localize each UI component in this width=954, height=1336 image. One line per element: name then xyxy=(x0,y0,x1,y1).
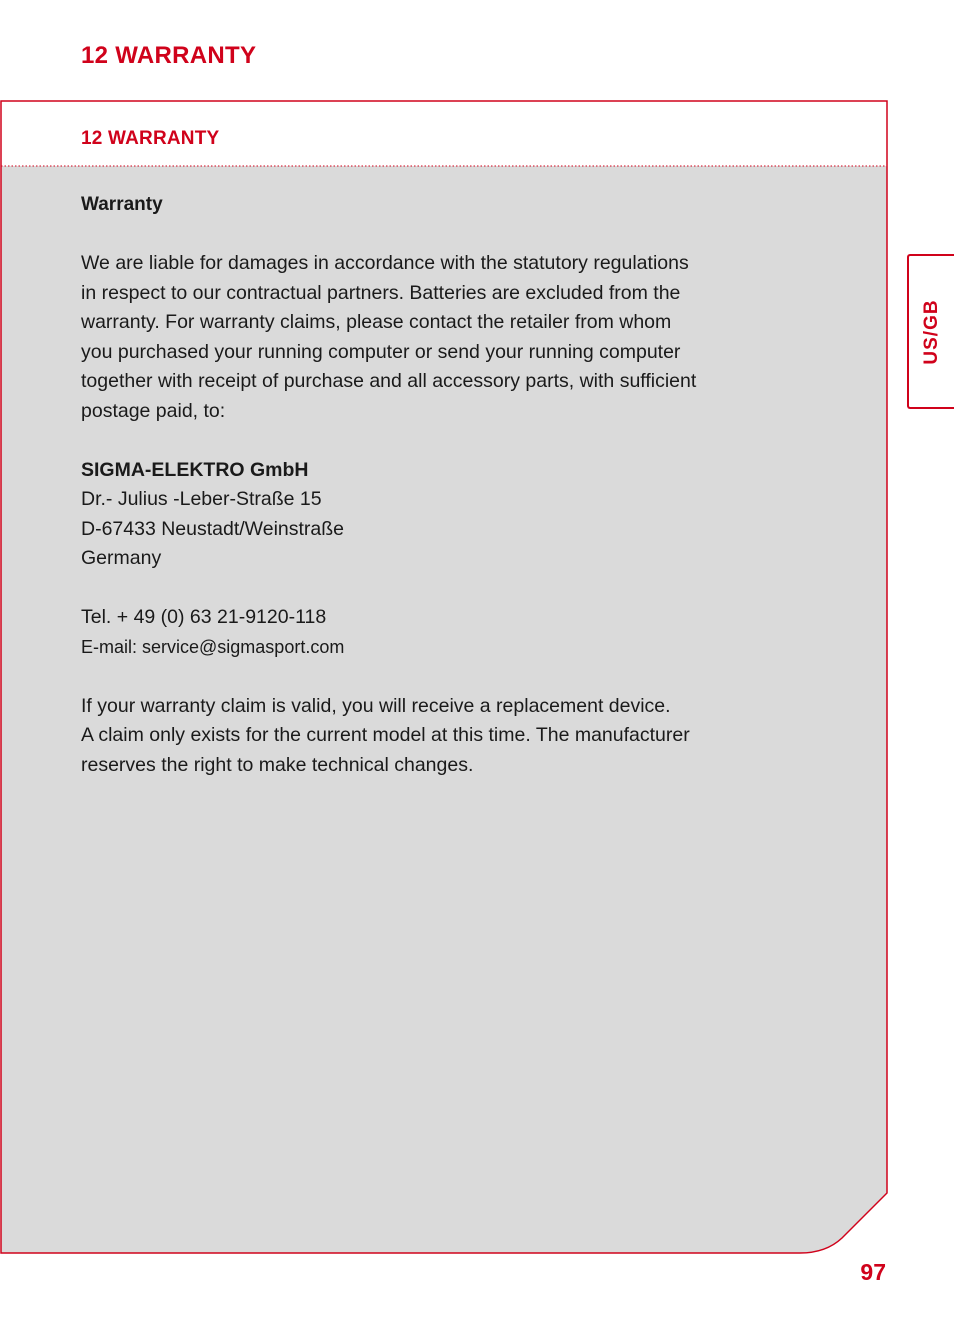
paragraph-line: A claim only exists for the current model at this time. The manufacturer xyxy=(81,724,690,746)
paragraph-line: postage paid, to: xyxy=(81,399,226,422)
address-city: D-67433 Neustadt/Weinstraße xyxy=(81,517,345,540)
paragraph-line: in respect to our contractual partners. Batteries are excluded from the xyxy=(81,281,681,304)
address-country: Germany xyxy=(81,547,162,569)
paragraph-line: If your warranty claim is valid, you will receive a replacement device. xyxy=(81,694,671,717)
section-title: 12 WARRANTY xyxy=(81,128,220,149)
paragraph-line: warranty. For warranty claims, please contact the retailer from whom xyxy=(81,311,672,333)
warranty-body xyxy=(81,190,831,780)
page-number: 97 xyxy=(860,1259,886,1285)
telephone: Tel. + 49 (0) 63 21-9120-118 xyxy=(81,606,327,628)
language-tab-label: US/GB xyxy=(920,298,942,365)
address-street: Dr.- Julius -Leber-Straße 15 xyxy=(81,488,322,510)
paragraph-line: We are liable for damages in accordance with the statutory regulations xyxy=(81,252,689,274)
company-name: SIGMA-ELEKTRO GmbH xyxy=(81,458,309,481)
warranty-subtitle: Warranty xyxy=(81,194,163,215)
chapter-title: 12 WARRANTY xyxy=(81,42,257,69)
paragraph-line: reserves the right to make technical changes. xyxy=(81,753,474,776)
paragraph-line: together with receipt of purchase and all accessory parts, with sufficient xyxy=(81,370,697,392)
language-tab[interactable] xyxy=(907,254,954,409)
paragraph-line: you purchased your running computer or send your running computer xyxy=(81,340,681,363)
email-address: E-mail: service@sigmasport.com xyxy=(81,636,345,657)
